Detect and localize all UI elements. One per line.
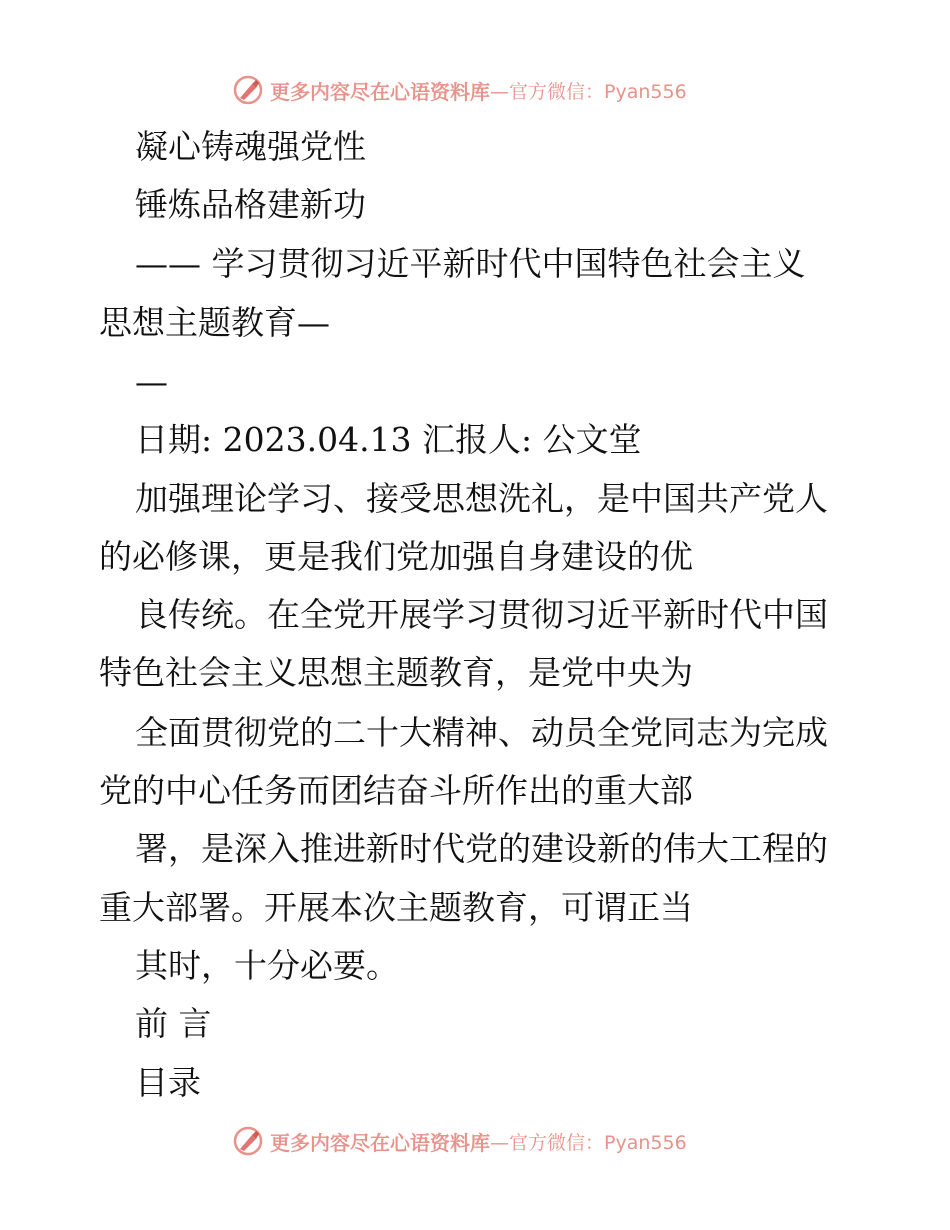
body-line: 全面贯彻党的二十大精神、动员全党同志为完成 (135, 713, 828, 752)
watermark-text: 更多内容尽在心语资料库 (270, 1130, 490, 1155)
subtitle-line-1: —— 学习贯彻习近平新时代中国特色社会主义 (135, 244, 806, 283)
watermark-text: 更多内容尽在心语资料库 (270, 79, 490, 104)
watermark-bottom (232, 1124, 687, 1158)
preface-heading: 前 言 (135, 1004, 212, 1043)
subtitle-line-2: 思想主题教育— (99, 303, 330, 342)
watermark-wechat: —官方微信：Pyan556 (490, 80, 687, 103)
title-line-2: 锤炼品格建新功 (135, 185, 366, 224)
body-line: 其时，十分必要。 (135, 946, 399, 985)
pen-logo-icon (232, 74, 264, 106)
toc-heading: 目录 (135, 1063, 201, 1102)
body-line: 的必修课，更是我们党加强自身建设的优 (99, 537, 693, 576)
date-reporter-line: 日期: 2023.04.13 汇报人: 公文堂 (135, 420, 642, 459)
watermark-top (232, 73, 687, 107)
watermark-wechat: —官方微信：Pyan556 (490, 1131, 687, 1154)
body-line: 重大部署。开展本次主题教育，可谓正当 (99, 888, 693, 927)
title-line-1: 凝心铸魂强党性 (135, 127, 366, 166)
body-line: 良传统。在全党开展学习贯彻习近平新时代中国 (135, 595, 828, 634)
subtitle-line-3: — (135, 362, 168, 401)
body-line: 加强理论学习、接受思想洗礼，是中国共产党人 (135, 479, 828, 518)
pen-logo-icon (232, 1125, 264, 1157)
body-line: 特色社会主义思想主题教育，是党中央为 (99, 653, 693, 692)
body-line: 党的中心任务而团结奋斗所作出的重大部 (99, 771, 693, 810)
body-line: 署，是深入推进新时代党的建设新的伟大工程的 (135, 829, 828, 868)
